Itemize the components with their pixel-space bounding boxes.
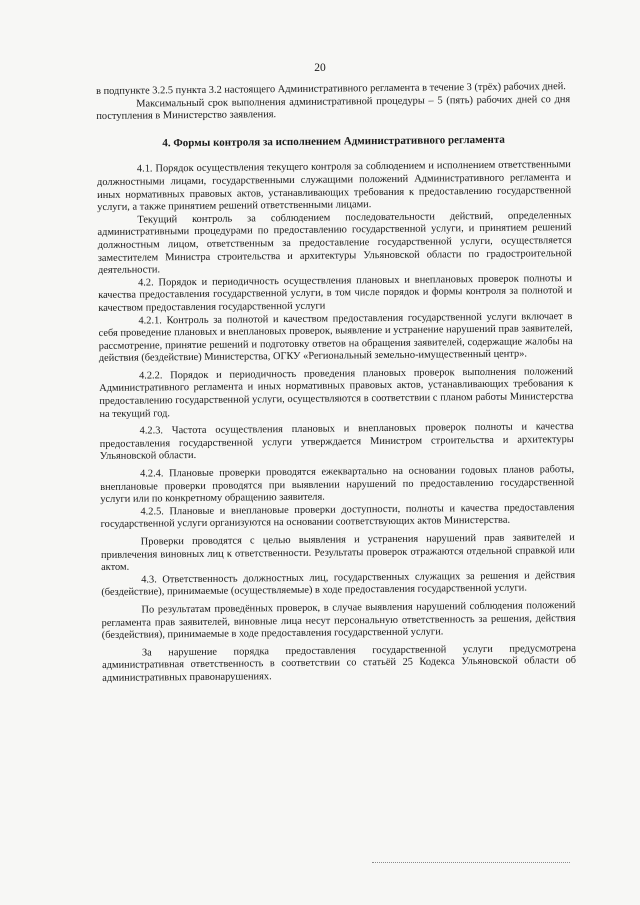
paragraph-4-3: 4.3. Ответственность должностных лиц, государственных служащих за решения и действия (бездействие), принимаемые (осуществляемые) в ходе предоставления государственной услуги. [101,569,576,599]
paragraph-4-2: 4.2. Порядок и периодичность осуществления плановых и внеплановых проверок полноты и качества предоставления государственной услуги, в том числе порядок и формы контроля за полнотой и качеством предоставления государственной услуги [98,272,573,314]
document-body [96,81,576,685]
paragraph-4-2-2: 4.2.2. Порядок и периодичность проведения плановых проверок выполнения положений Административного регламента и иных нормативных правовых актов, устанавливающих требования к предоставлению государственной услуги, осуществляются в соответствии с планом работы Министерства на текущий год. [99,365,574,420]
paragraph-inspections: Проверки проводятся с целью выявления и устранения нарушений прав заявителей и привлечения виновных лиц к ответственности. Результаты проверок отражаются отдельной справкой или актом. [100,532,575,574]
paragraph-results: По результатам проведённых проверок, в случае выявления нарушений соблюдения положений регламента прав заявителей, виновные лица несут персональную ответственность за решения, действия (бездействия), принимаемые в ходе предоставления государственной услуги. [101,599,576,642]
footer-rule [372,862,570,863]
intro-paragraph: Максимальный срок выполнения административной процедуры – 5 (пять) рабочих дней со дня поступления в Министерство заявления. [96,93,571,123]
paragraph-4-1: 4.1. Порядок осуществления текущего контроля за соблюдением и исполнением ответственными должностными лицами, государственными служащими положений Административного регламента и иных нормативных правовых актов, устанавливающих требования к предоставлению государственной услуги, а также принятием решений ответственными лицами. [96,159,572,214]
paragraph-current-control: Текущий контроль за соблюдением последовательности действий, определенных административными процедурами по предоставлению государственной услуги, и принятием решений должностным лицом, ответственным за предоставление государственной услуги, осуществляется заместителем Министра строительства и архитектуры Ульяновской области по градостроительной деятельности. [97,209,572,277]
page-number: 20 [314,62,326,74]
paragraph-4-2-5: 4.2.5. Плановые и внеплановые проверки доступности, полноты и качества предоставления государственной услуги организуются на основании соответствующих актов Министерства. [100,501,575,531]
paragraph-4-2-4: 4.2.4. Плановые проверки проводятся ежеквартально на основании годовых планов работы, внеплановые проверки проводятся при выявлении нарушений по предоставлению государственной услуги или по конкретному обращению заявителя. [100,464,575,506]
paragraph-4-2-1: 4.2.1. Контроль за полнотой и качеством предоставления государственной услуги включает в себя проведение плановых и внеплановых проверок, выявление и устранение нарушений прав заявителей, рассмотрение, принятие решений и подготовку ответов на обращения заявителей, содержащие жалобы на действия (бездействие) Министерства, ОГКУ «Региональный земельно-имущественный центр». [98,310,573,365]
intro-continuation: в подпункте 3.2.5 пункта 3.2 настоящего Административного регламента в течение 3 (трёх) рабочих дней. [96,81,566,97]
section-heading: 4. Формы контроля за исполнением Административного регламента [162,133,505,150]
paragraph-4-2-3: 4.2.3. Частота осуществления плановых и внеплановых проверок полноты и качества предоставления государственной услуги утверждается Министром строительства и архитектуры Ульяновской области. [99,421,574,463]
paragraph-liability: За нарушение порядка предоставления государственной услуги предусмотрена административная ответственность в соответствии со статьёй 25 Кодекса Ульяновской области об административных правонарушениях. [102,642,577,684]
